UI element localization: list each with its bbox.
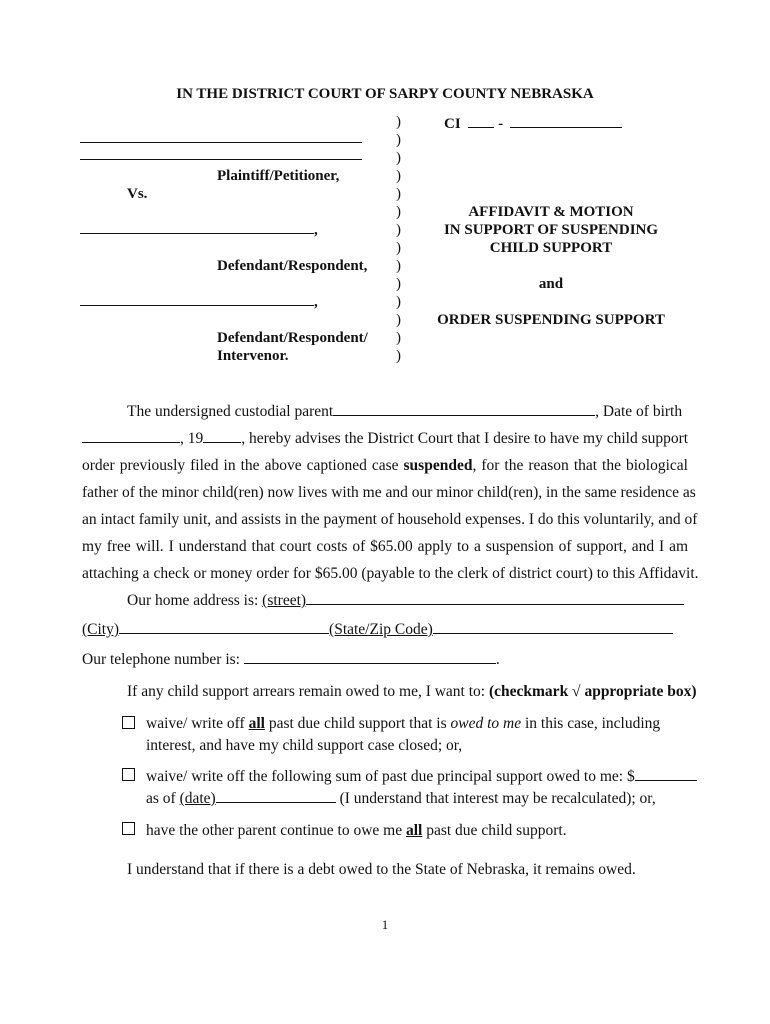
case-number-label: CI — [444, 116, 461, 132]
doc-title-line1: AFFIDAVIT & MOTION — [468, 204, 634, 220]
option3-line: have the other parent continue to owe me all past due child support. — [146, 822, 567, 839]
waive-amount-field[interactable] — [635, 780, 697, 781]
phone-line: Our telephone number is: . — [82, 651, 500, 668]
waive-date-field[interactable] — [216, 802, 336, 803]
dob-line: , 19 , hereby advises the District Court that I desire to have my child support — [82, 430, 688, 448]
option2-line2: as of (date) (I understand that interest may be recalculated); or, — [146, 790, 656, 807]
custodial-parent-name-field[interactable] — [333, 415, 595, 416]
caption-paren: ) — [396, 276, 401, 292]
option1-line2: interest, and have my child support case closed; or, — [146, 737, 463, 754]
doc-title-line4: ORDER SUSPENDING SUPPORT — [437, 312, 665, 328]
caption-paren: ) — [396, 204, 401, 220]
body-line-7: attaching a check or money order for $65.00 (payable to the clerk of district court) to this Affidavit. — [82, 565, 699, 582]
city-field[interactable] — [119, 633, 329, 634]
dob-field[interactable] — [82, 442, 180, 443]
custodial-parent-line: The undersigned custodial parent , Date of birth — [127, 403, 683, 420]
caption-paren: ) — [396, 186, 401, 202]
arrears-intro: If any child support arrears remain owed to me, I want to: (checkmark √ appropriate box) — [127, 683, 697, 700]
address-line: Our home address is: (street) — [127, 592, 684, 610]
caption-paren: ) — [396, 294, 401, 310]
caption-paren: ) — [396, 312, 401, 328]
caption-paren: ) — [396, 132, 401, 148]
caption-paren: ) — [396, 348, 401, 364]
caption-paren: ) — [396, 330, 401, 346]
court-title: IN THE DISTRICT COURT OF SARPY COUNTY NEBRASKA — [176, 86, 594, 102]
city-state-line: (City) (State/Zip Code) — [82, 621, 673, 639]
doc-title-line3: CHILD SUPPORT — [489, 240, 613, 256]
body-line-4: father of the minor child(ren) now lives with me and our minor child(ren), in the same residence as — [82, 484, 696, 501]
party-name-line-1[interactable] — [80, 130, 362, 148]
caption-paren: ) — [396, 150, 401, 166]
closing-statement: I understand that if there is a debt owed to the State of Nebraska, it remains owed. — [127, 861, 636, 878]
option2-checkbox[interactable] — [122, 768, 135, 786]
doc-title-line2: IN SUPPORT OF SUSPENDING — [443, 222, 659, 238]
option1-checkbox[interactable] — [122, 716, 135, 734]
body-line-5: an intact family unit, and assists in the payment of household expenses. I do this voluntarily, and of — [82, 511, 698, 528]
intervenor-name-field[interactable]: , — [80, 294, 318, 311]
caption-paren: ) — [396, 240, 401, 256]
birth-year-field[interactable] — [203, 442, 241, 443]
defendant-name-field[interactable]: , — [80, 222, 318, 239]
defendant-label: Defendant/Respondent, — [217, 258, 368, 274]
phone-field[interactable] — [244, 663, 496, 664]
caption-paren: ) — [396, 222, 401, 238]
vs-label: Vs. — [127, 186, 148, 202]
intervenor-label-line2: Intervenor. — [217, 348, 289, 364]
body-line-3: order previously filed in the above captioned case suspended, for the reason that the biological — [82, 457, 688, 474]
page-number: 1 — [381, 917, 389, 932]
plaintiff-label: Plaintiff/Petitioner, — [217, 168, 340, 184]
caption-paren: ) — [396, 258, 401, 274]
option3-checkbox[interactable] — [122, 822, 135, 840]
caption-paren: ) — [396, 114, 401, 130]
checkmark-instruction: (checkmark √ appropriate box) — [488, 683, 697, 700]
body-line-6: my free will. I understand that court costs of $65.00 apply to a suspension of support, and I am — [82, 538, 688, 555]
street-field[interactable] — [306, 604, 684, 605]
option2-line1: waive/ write off the following sum of past due principal support owed to me: $ — [146, 768, 697, 786]
case-number-field[interactable]: CI - — [444, 116, 622, 133]
intervenor-label-line1: Defendant/Respondent/ — [217, 330, 368, 346]
doc-title-and: and — [538, 276, 564, 292]
party-name-line-2[interactable] — [80, 147, 362, 165]
state-zip-field[interactable] — [433, 633, 673, 634]
option1-line1: waive/ write off all past due child support that is owed to me in this case, including — [146, 715, 661, 732]
caption-paren: ) — [396, 168, 401, 184]
